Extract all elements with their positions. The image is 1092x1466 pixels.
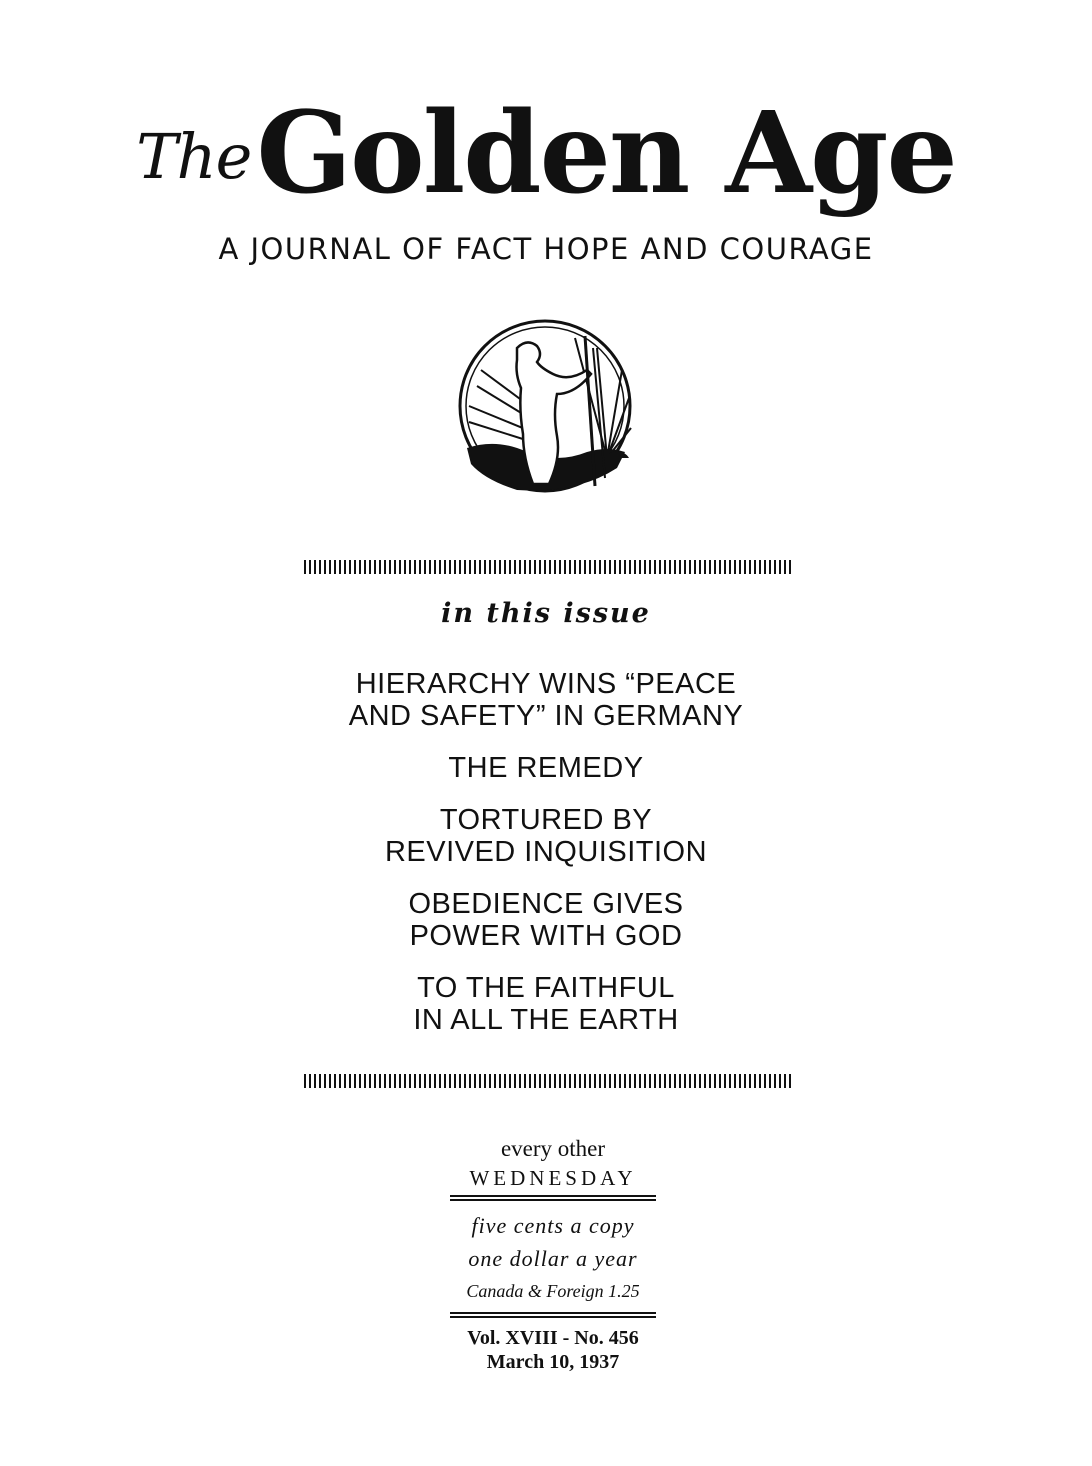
price-per-copy: five cents a copy: [471, 1213, 635, 1238]
article-title-line: THE REMEDY: [448, 752, 644, 784]
masthead-the: The: [136, 120, 252, 193]
article-title: [0, 972, 1092, 1036]
article-title-line: IN ALL THE EARTH: [413, 1004, 679, 1036]
article-title: [0, 888, 1092, 952]
volume-number: Vol. XVIII - No. 456: [467, 1327, 639, 1349]
issue-date: March 10, 1937: [486, 1351, 620, 1373]
frequency-text: every other: [500, 1136, 606, 1161]
publication-day: WEDNESDAY: [469, 1166, 637, 1190]
masthead-title: [0, 88, 1092, 219]
article-title-line: OBEDIENCE GIVES: [408, 888, 684, 920]
article-title-line: TORTURED BY: [439, 804, 653, 836]
sunrise-figure-emblem-icon: [457, 318, 633, 494]
article-title-line: POWER WITH GOD: [409, 920, 683, 952]
price-foreign: Canada & Foreign 1.25: [466, 1281, 640, 1301]
divider: [450, 1312, 656, 1318]
masthead-name: Golden Age: [256, 88, 956, 219]
article-title: [0, 668, 1092, 732]
publication-info: [446, 1135, 660, 1374]
article-title-line: TO THE FAITHFUL: [417, 972, 675, 1004]
ornamental-rule-bottom: [304, 1074, 791, 1088]
price-per-year: one dollar a year: [468, 1246, 638, 1271]
tagline: A JOURNAL OF FACT HOPE AND COURAGE: [218, 232, 874, 266]
ornamental-rule-top: [304, 560, 791, 574]
article-title-line: REVIVED INQUISITION: [384, 836, 708, 868]
issue-heading: in this issue: [441, 598, 651, 629]
divider: [450, 1195, 656, 1201]
issue-contents: [0, 668, 1092, 1056]
article-title: [0, 804, 1092, 868]
article-title-line: HIERARCHY WINS “PEACE: [355, 668, 737, 700]
article-title-line: AND SAFETY” IN GERMANY: [348, 700, 744, 732]
article-title: [0, 752, 1092, 784]
